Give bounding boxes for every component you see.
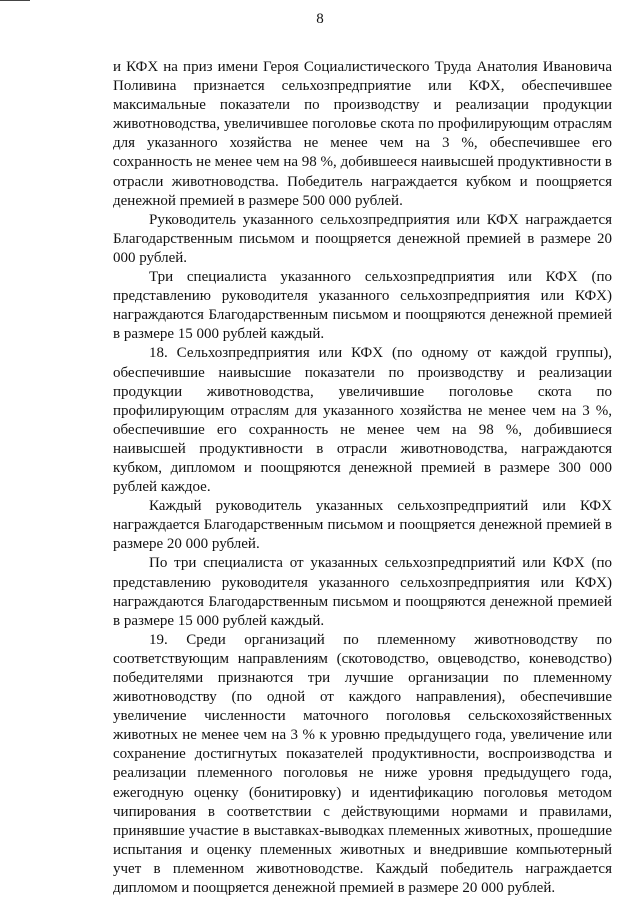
- paragraph-head-reward: Руководитель указанного сельхозпредприятия или КФХ награждается Благодарственным письмом и поощряется денежной премией в размере 20 000 рублей.: [113, 211, 612, 266]
- paragraph-specialists-each-reward: По три специалиста от указанных сельхозпредприятий или КФХ (по представлению руководителя указанного сельхозпредприятия или КФХ) награждаются Благодарственным письмом и поощряются денежной премией в размере 15 000 рублей каждый.: [113, 555, 612, 629]
- paragraph-item-19: 19. Среди организаций по племенному животноводству по соответствующим направлениям (скотоводство, овцеводство, коневодство) победителями признаются три лучшие организации по племенному животноводству (по одной от каждого направления), обеспечившие увеличение численности маточного поголовья сельскохозяйственных животных не менее чем на 3 % к уровню предыдущего года, увеличение или сохранение достигнутых показателей продуктивности, воспроизводства и реализации племенного поголовья не ниже уровня предыдущего года, ежегодную оценку (бонитировку) и идентификацию поголовья методом чипирования в соответствии с действующими нормами и правилами, принявшие участие в выставках-выводках племенных животных, прошедшие испытания и оценку племенных животных и внедрившие компьютерный учет в племенном животноводстве. Каждый победитель награждается дипломом и поощряется денежной премией в размере 20 000 рублей.: [113, 631, 612, 897]
- paragraph-heads-reward: Каждый руководитель указанных сельхозпредприятий или КФХ награждается Благодарственным письмом и поощряется денежной премией в размере 20 000 рублей.: [113, 498, 612, 553]
- document-body: [113, 58, 612, 898]
- paragraph-specialists-reward: Три специалиста указанного сельхозпредприятия или КФХ (по представлению руководителя указанного сельхозпредприятия или КФХ) награждаются Благодарственным письмом и поощряются денежной премией в размере 15 000 рублей каждый.: [113, 269, 612, 343]
- page-number: 8: [316, 11, 324, 27]
- paragraph-prize-poliviny: и КФХ на приз имени Героя Социалистического Труда Анатолия Ивановича Поливина признается сельхозпредприятие или КФХ, обеспечившее максимальные показатели по производству и реализации продукции животноводства, увеличившее поголовье скота по профилирующим отраслям для указанного хозяйства не менее чем на 3 %, обеспечившее его сохранность не менее чем на 98 %, добившееся наивысшей продуктивности в отрасли животноводства. Победитель награждается кубком и поощряется денежной премией в размере 500 000 рублей.: [113, 59, 612, 209]
- paragraph-item-18: 18. Сельхозпредприятия или КФХ (по одному от каждой группы), обеспечившие наивысшие показатели по производству и реализации продукции животноводства, увеличившие поголовье скота по профилирующим отраслям для указанного хозяйства не менее чем на 3 %, обеспечившие его сохранность не менее чем на 98 %, добившиеся наивысшей продуктивности в отрасли животноводства, награждаются кубком, дипломом и поощряются денежной премией в размере 300 000 рублей каждое.: [113, 345, 612, 496]
- top-edge-rule: [0, 0, 30, 1]
